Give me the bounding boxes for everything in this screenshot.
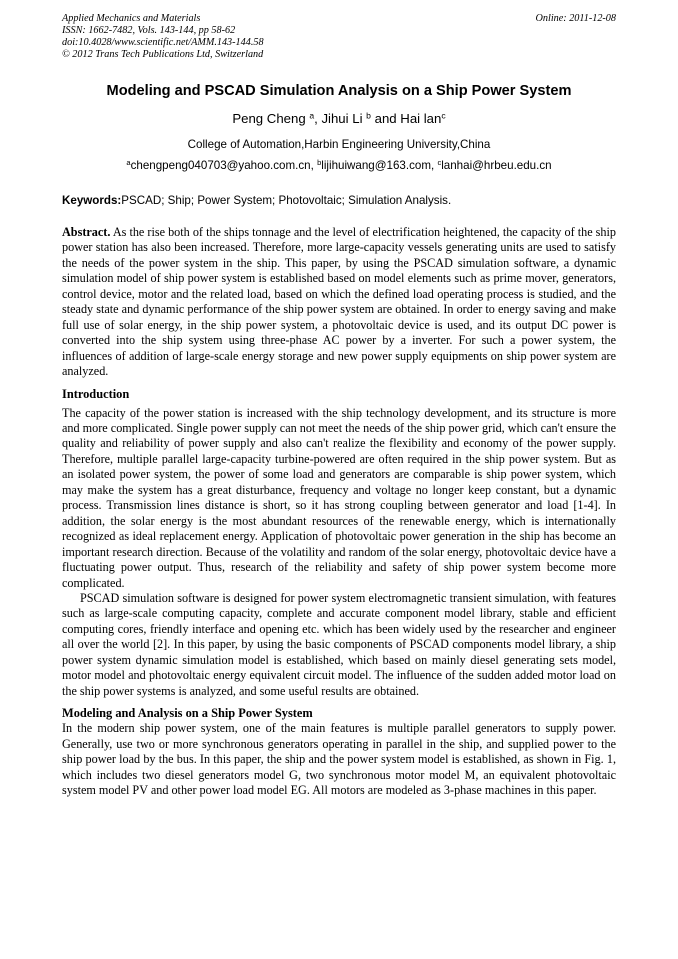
paper-body <box>62 225 616 798</box>
author-name: Hai lan <box>400 111 442 126</box>
introduction-paragraph-1: The capacity of the power station is increased with the ship technology development, and its structure is more and more complicated. Single power supply can not meet the needs of the ship power grid, which can't ensure the quality and reliability of power supply and also can't realize the flexibility and economy of the power supply. Therefore, multiple parallel large-capacity turbine-powered are often required in the ship power system. But as an isolated power system, the power of some load and generators are comparable is ship power system, which may make the system has a great disturbance, frequency and voltage no longer keep constant, but a dynamic process. Transmission lines distance is short, so it has strong coupling between generator and load [1-4]. In addition, the solar energy is the most abundant resources of the renewable energy, which is internationally recognized as ideal replacement energy. Application of photovoltaic power generation in the ship has become an important research direction. Because of the volatility and random of the solar energy, photovoltaic device have a fluctuating power output. Thus, research of the reliability and safety of ship power system become more complicated. <box>62 405 616 590</box>
author-superscript: a <box>309 110 315 121</box>
copyright-line: © 2012 Trans Tech Publications Ltd, Switzerland <box>62 49 264 60</box>
journal-header <box>62 13 616 61</box>
online-date: Online: 2011-12-08 <box>535 13 616 24</box>
issn-line: ISSN: 1662-7482, Vols. 143-144, pp 58-62 <box>62 25 236 36</box>
email-superscript: a <box>126 157 131 167</box>
introduction-paragraph-2: PSCAD simulation software is designed for power system electromagnetic transient simulation, with features such as large-scale computing capacity, complete and accurate component model library, stable and efficient computing cores, friendly interface and opening etc. which has been widely used by the researcher and engineer all over the world [2]. In this paper, by using the basic components of PSCAD components model library, a ship power system dynamic simulation model is established, which based on mainly diesel generating sets model, motor model and photovoltaic energy equivalent circuit model. The influence of the sudden added motor load on the ship power systems is analyzed, and some useful results are obtained. <box>62 590 616 698</box>
author-name: Jihui Li <box>321 111 367 126</box>
author-emails <box>62 159 616 173</box>
abstract-text: As the rise both of the ships tonnage and the level of electrification heightened, the capacity of the ship power station has also been increased. Therefore, more large-capacity vessels generating units are used to satisfy the needs of the power system in the ship. This paper, by using the PSCAD simulation software, a dynamic simulation model of ship power system is established based on model elements such as prime mover, generators, control device, motor and the related load, based on which the defined load operating process is studied, and the steady state and dynamic performance of the ship power system are obtained. In order to energy saving and make full use of solar energy, in the ship power system, a photovoltaic device is used, and its output DC power is converted into the ship system using three-phase AC power by a inverter. For such a power system, the influences of addition of large-scale energy storage and new power supply equipments on ship power system are analyzed. <box>62 225 616 379</box>
section-heading-modeling: Modeling and Analysis on a Ship Power System <box>62 706 313 721</box>
email-address[interactable]: lanhai@hrbeu.edu.cn <box>441 159 552 172</box>
abstract-label: Abstract. <box>62 225 111 239</box>
email-superscript: b <box>317 157 322 167</box>
email-superscript: c <box>437 157 442 167</box>
paper-title: Modeling and PSCAD Simulation Analysis on a Ship Power System <box>106 83 572 99</box>
author-name: Peng Cheng <box>232 111 310 126</box>
keywords-label: Keywords: <box>62 194 122 207</box>
author-separator: , <box>314 111 322 126</box>
email-address[interactable]: lijihuiwang@163.com, <box>321 159 438 172</box>
doi-line: doi:10.4028/www.scientific.net/AMM.143-144.58 <box>62 37 264 48</box>
abstract-paragraph <box>62 225 616 380</box>
author-separator: and <box>370 111 401 126</box>
email-address[interactable]: chengpeng040703@yahoo.com.cn, <box>130 159 318 172</box>
keywords <box>62 194 616 208</box>
author-list <box>62 110 616 127</box>
section-heading-introduction: Introduction <box>62 386 130 401</box>
affiliation: College of Automation,Harbin Engineering University,China <box>187 138 491 151</box>
author-superscript: c <box>441 110 446 121</box>
keywords-text: PSCAD; Ship; Power System; Photovoltaic; Simulation Analysis. <box>121 194 452 207</box>
author-superscript: b <box>366 110 371 121</box>
modeling-paragraph-1: In the modern ship power system, one of the main features is multiple parallel generators to supply power. Generally, use two or more synchronous generators operating in parallel in the ship, and supplied power to the ship power load by the bus. In this paper, the ship and the power system model is established, as shown in Fig. 1, which includes two diesel generators model G, two synchronous motor model M, an equivalent photovoltaic system model PV and other power load model EG. All motors are modeled as 3-phase machines in this paper. <box>62 721 616 797</box>
journal-name: Applied Mechanics and Materials <box>62 13 201 24</box>
